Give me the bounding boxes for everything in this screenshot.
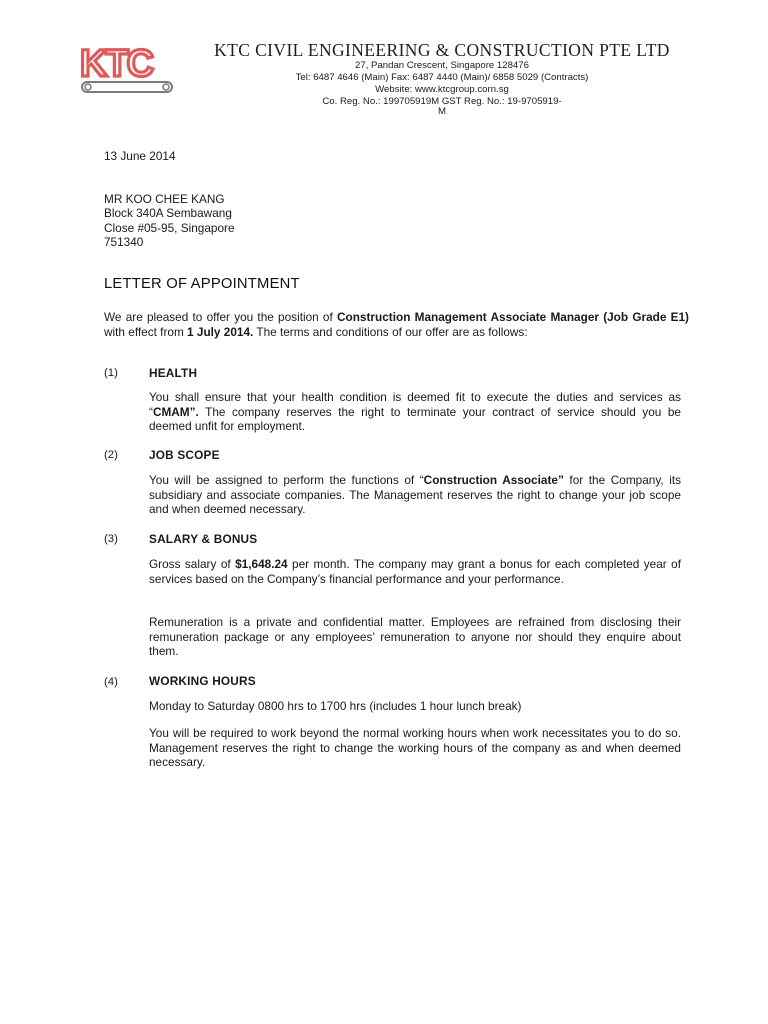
paragraph-text: for the Company, its subsidiary and associate companies. The Management reserves the right to change your job scope and when deemed necessary. <box>149 473 681 517</box>
letter-title: LETTER OF APPOINTMENT <box>104 276 300 292</box>
bold-term: Construction Associate” <box>423 473 564 487</box>
recipient-line: Close #05-95, Singapore <box>104 220 235 235</box>
section-number: (2) <box>104 449 118 461</box>
section-heading-job-scope: JOB SCOPE <box>149 448 220 462</box>
company-registration-cont: M <box>438 106 446 117</box>
recipient-line: Block 340A Sembawang <box>104 206 232 221</box>
company-phones: Tel: 6487 4646 (Main) Fax: 6487 4440 (Main)/ 6858 5029 (Contracts) <box>295 72 589 83</box>
intro-text: with effect from <box>104 324 188 339</box>
paragraph-text: You shall ensure that your health condition is deemed fit to execute the duties and services as “ <box>149 390 681 419</box>
paragraph-text: The company reserves the right to terminate your contract of service should you be deemed unfit for employment. <box>149 404 681 434</box>
ktc-logo <box>78 40 176 100</box>
section-heading-salary: SALARY & BONUS <box>149 532 258 546</box>
company-registration: Co. Reg. No.: 199705919M GST Reg. No.: 19-9705919- <box>322 96 562 107</box>
job-scope-paragraph <box>149 473 681 517</box>
bold-term: CMAM”. <box>152 404 199 419</box>
working-hours-paragraph: Monday to Saturday 0800 hrs to 1700 hrs (includes 1 hour lunch break) <box>149 699 522 713</box>
section-number: (3) <box>104 533 118 545</box>
company-name: KTC CIVIL ENGINEERING & CONSTRUCTION PTE LTD <box>214 40 670 60</box>
letter-date: 13 June 2014 <box>104 149 176 163</box>
recipient-address <box>104 192 364 250</box>
paragraph-text: You will be assigned to perform the functions of “ <box>149 473 424 487</box>
salary-amount: $1,648.24 <box>235 557 288 571</box>
company-website: Website: www.ktcgroup.corn.sg <box>375 84 509 95</box>
section-number: (4) <box>104 676 118 688</box>
recipient-name: MR KOO CHEE KANG <box>104 192 225 206</box>
health-paragraph <box>149 390 681 434</box>
intro-text: We are pleased to offer you the position of <box>104 310 337 324</box>
section-heading-working-hours: WORKING HOURS <box>149 674 256 688</box>
position-title: Construction Management Associate Manager (Job Grade E1) <box>337 310 689 324</box>
remuneration-paragraph: Remuneration is a private and confidential matter. Employees are refrained from disclosing their remuneration package or any employees’ remuneration to anyone nor should they enquire about them. <box>149 615 681 659</box>
section-heading-health: HEALTH <box>149 366 198 380</box>
paragraph-text: Gross salary of <box>149 557 236 571</box>
intro-paragraph <box>104 310 689 339</box>
start-date: 1 July 2014. <box>187 324 254 339</box>
intro-text: The terms and conditions of our offer are as follows: <box>253 324 528 339</box>
paragraph-text: per month. The company may grant a bonus for each completed year of services based on the Company’s financial performance and your performance. <box>149 557 681 586</box>
svg-text:KTC: KTC <box>80 43 153 85</box>
recipient-postcode: 751340 <box>104 235 144 250</box>
overtime-paragraph: You will be required to work beyond the normal working hours when work necessitates you to do so. Management reserves the right to change the working hours of the company as and when deemed necessary. <box>149 726 681 770</box>
company-address: 27, Pandan Crescent, Singapore 128476 <box>355 60 529 71</box>
salary-paragraph <box>149 557 681 586</box>
section-number: (1) <box>104 367 118 379</box>
